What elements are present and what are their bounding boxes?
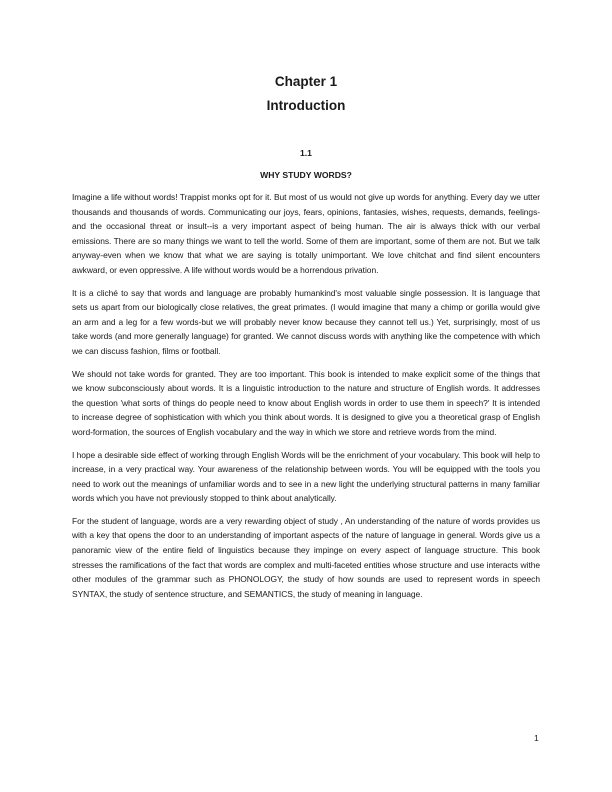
paragraph-2: It is a cliché to say that words and language are probably humankind's most valuable single possession. It is language that sets us apart from our biologically close relatives, the great primates. (I would imagine that many a chimp or gorilla would give an arm and a leg for a few words-but we will probably never know because they cannot tell us.) Yet, surprisingly, most of us take words (and more generally language) for granted. We cannot discuss words with anything like the competence with which we can discuss fashion, films or football.	[72, 287, 540, 356]
chapter-title: Introduction	[266, 98, 346, 113]
paragraph-4: I hope a desirable side effect of working through English Words will be the enrichment of your vocabulary. This book will help to increase, in a very practical way. Your awareness of the relationship between words. You will be equipped with the tools you need to work out the meanings of unfamiliar words and to see in a new light the underlying structural patterns in many familiar words which you have not previously stopped to think about analytically.	[72, 449, 540, 504]
paragraph-1: Imagine a life without words! Trappist monks opt for it. But most of us would not give up words for anything. Every day we utter thousands and thousands of words. Communicating our joys, fears, opinions, fantasies, wishes, requests, demands, feelings-and the occasional threat or insult--is a very important aspect of being human. The air is always thick with our verbal emissions. There are so many things we want to tell the world. Some of them are important, some of them are not. But we talk anyway-even when we know that what we are saying is totally unimportant. We love chitchat and find silent encounters awkward, or even oppressive. A life without words would be a horrendous privation.	[72, 192, 540, 275]
paragraph-3: We should not take words for granted. They are too important. This book is intended to make explicit some of the things that we know subconsciously about words. It is a linguistic introduction to the nature and structure of English words. It addresses the question 'what sorts of things do people need to know about English words in order to use them in speech?' It is intended to increase degree of sophistication with which you think about words. It is designed to give you a theoretical grasp of English word-formation, the sources of English vocabulary and the way in which we store and retrieve words from the mind.	[72, 368, 540, 437]
chapter-label: Chapter 1	[274, 74, 338, 89]
page-number: 1	[534, 733, 539, 743]
section-number: 1.1	[300, 148, 312, 158]
paragraph-5: For the student of language, words are a very rewarding object of study , An understanding of the nature of words provides us with a key that opens the door to an understanding of important aspects of the nature of language in general. Words give us a panoramic view of the entire field of linguistics because they impinge on every aspect of language structure. This book stresses the ramifications of the fact that words are complex and multi-faceted entities whose structure and use interacts withe other modules of the grammar such as PHONOLOGY, the study of how sounds are used to represent words in speech SYNTAX, the study of sentence structure, and SEMANTICS, the study of meaning in language.	[72, 515, 540, 599]
body-text	[72, 190, 540, 609]
section-title: WHY STUDY WORDS?	[260, 170, 352, 180]
